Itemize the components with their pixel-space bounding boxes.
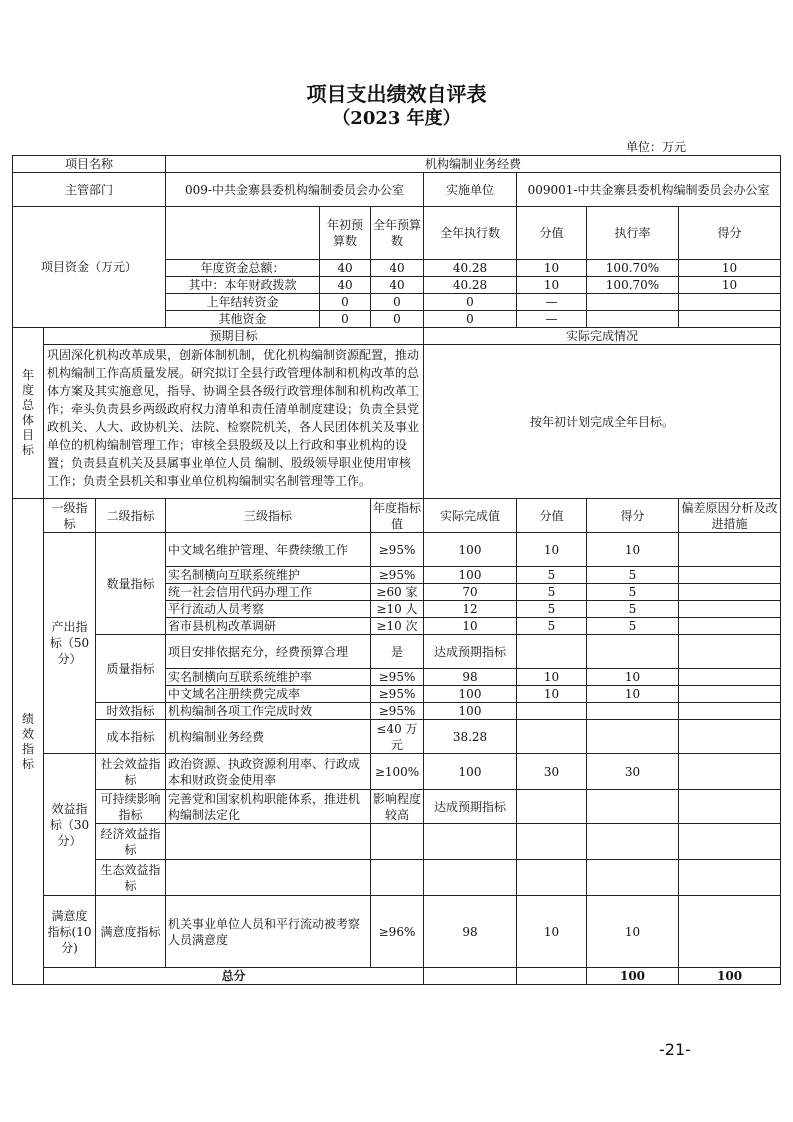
funds-cell: 0 <box>424 294 517 311</box>
total-blank <box>517 968 587 985</box>
funds-cell: 40.28 <box>424 260 517 277</box>
score-value: 5 <box>517 584 587 601</box>
funds-header: 执行率 <box>587 207 679 260</box>
header-deviation: 偏差原因分析及改进措施 <box>679 499 781 533</box>
funds-header-blank <box>166 207 320 260</box>
score-value: 5 <box>517 618 587 635</box>
funds-cell: 40.28 <box>424 277 517 294</box>
funds-header: 分值 <box>517 207 587 260</box>
header-actual: 实际完成值 <box>424 499 517 533</box>
unit-label: 单位：万元 <box>626 140 687 154</box>
benefit-indicator-label: 效益指标（30分） <box>44 754 96 896</box>
deviation <box>679 567 781 584</box>
score: 10 <box>587 686 679 703</box>
target-value: ≥95% <box>371 567 424 584</box>
deviation <box>679 896 781 968</box>
deviation <box>679 790 781 824</box>
score <box>587 635 679 669</box>
l3-indicator: 政治资源、执政资源利用率、行政成本和财政资金使用率 <box>166 754 371 790</box>
funds-cell: 40 <box>371 260 424 277</box>
satisfaction-indicator-label: 满意度指标(10分) <box>44 896 96 968</box>
page-subtitle: （2023 年度） <box>332 108 461 129</box>
score: 5 <box>587 584 679 601</box>
self-evaluation-table <box>12 155 781 985</box>
project-name-value: 机构编制业务经费 <box>166 156 781 173</box>
quantity-indicator-label: 数量指标 <box>96 533 166 635</box>
l3-indicator: 实名制横向互联系统维护率 <box>166 669 371 686</box>
funds-header: 全年预算数 <box>371 207 424 260</box>
actual-value: 98 <box>424 669 517 686</box>
funds-cell: 10 <box>517 277 587 294</box>
total-label: 总分 <box>44 968 424 985</box>
score-value: 30 <box>517 754 587 790</box>
actual-value: 100 <box>424 567 517 584</box>
score <box>587 703 679 720</box>
deviation <box>679 686 781 703</box>
score-value: 10 <box>517 533 587 567</box>
total-score-value: 100 <box>587 968 679 985</box>
funds-cell <box>587 311 679 328</box>
target-value: ≥10 次 <box>371 618 424 635</box>
funds-cell: — <box>517 311 587 328</box>
funds-cell: 10 <box>679 260 781 277</box>
score-value: 10 <box>517 686 587 703</box>
header-score: 得分 <box>587 499 679 533</box>
funds-cell: 0 <box>424 311 517 328</box>
deviation <box>679 584 781 601</box>
actual-value: 达成预期指标 <box>424 635 517 669</box>
target-value: ≥96% <box>371 896 424 968</box>
economic-benefit-label: 经济效益指标 <box>96 824 166 860</box>
expected-goal-text: 巩固深化机构改革成果，创新体制机制，优化机构编制资源配置，推动机构编制工作高质量发展。研究拟订全县行政管理体制和机构改革的总体方案及其实施意见，指导、协调全县各级行政管理体制和机构改革工作；牵头负责县乡两级政府权力清单和责任清单制度建设；负责全县党政机关、人大、政协机关、法院、检察院机关，各人民团体机关及事业单位的机构编制管理工作；审核全县股级及以上行政和事业机构的设置；负责县直机关及县属事业单位人员 编制、股级领导职业使用审核工作；负责全县机关和事业单位机构编制实名制管理等工作。 <box>44 345 424 499</box>
l3-indicator: 中文域名维护管理、年费续缴工作 <box>166 533 371 567</box>
annual-goal-label: 年 度 总 体 目 标 <box>13 328 44 499</box>
funds-cell: 40 <box>320 260 371 277</box>
dept-value: 009-中共金寨县委机构编制委员会办公室 <box>166 173 424 207</box>
score: 10 <box>587 896 679 968</box>
l3-indicator: 完善党和国家机构职能体系，推进机构编制法定化 <box>166 790 371 824</box>
total-blank <box>424 968 517 985</box>
funds-cell: 100.70% <box>587 260 679 277</box>
actual-value: 100 <box>424 533 517 567</box>
actual-value: 10 <box>424 618 517 635</box>
target-value: ≥95% <box>371 669 424 686</box>
actual-value: 100 <box>424 754 517 790</box>
target-value: ≥100% <box>371 754 424 790</box>
deviation <box>679 720 781 754</box>
score-value <box>517 635 587 669</box>
score-value: 5 <box>517 601 587 618</box>
target-value: ≥60 家 <box>371 584 424 601</box>
actual-value <box>424 824 517 860</box>
dept-label: 主管部门 <box>13 173 166 207</box>
score: 5 <box>587 601 679 618</box>
score-value: 5 <box>517 567 587 584</box>
actual-value: 70 <box>424 584 517 601</box>
target-value: 是 <box>371 635 424 669</box>
score <box>587 720 679 754</box>
score-value <box>517 860 587 896</box>
actual-value: 38.28 <box>424 720 517 754</box>
funds-row-name: 上年结转资金 <box>166 294 320 311</box>
l3-indicator: 机关事业单位人员和平行流动被考察人员满意度 <box>166 896 371 968</box>
funds-cell <box>587 294 679 311</box>
score-value <box>517 720 587 754</box>
score <box>587 860 679 896</box>
total-score: 100 <box>679 968 781 985</box>
target-value <box>371 860 424 896</box>
page-number: -21- <box>659 1040 691 1059</box>
score <box>587 790 679 824</box>
impl-label: 实施单位 <box>424 173 517 207</box>
funds-cell: 0 <box>371 311 424 328</box>
funds-header: 年初预算数 <box>320 207 371 260</box>
deviation <box>679 860 781 896</box>
deviation <box>679 533 781 567</box>
actual-value: 达成预期指标 <box>424 790 517 824</box>
l3-indicator: 机构编制业务经费 <box>166 720 371 754</box>
actual-completion-header: 实际完成情况 <box>424 328 781 345</box>
target-value: 影响程度较高 <box>371 790 424 824</box>
funds-header: 全年执行数 <box>424 207 517 260</box>
l3-indicator: 项目安排依据充分，经费预算合理 <box>166 635 371 669</box>
score-value: 10 <box>517 896 587 968</box>
funds-cell: 10 <box>679 277 781 294</box>
actual-value: 12 <box>424 601 517 618</box>
l3-indicator <box>166 824 371 860</box>
funds-label: 项目资金（万元） <box>13 207 166 328</box>
target-value: ≥10 人 <box>371 601 424 618</box>
funds-row-name: 其他资金 <box>166 311 320 328</box>
deviation <box>679 635 781 669</box>
header-l1: 一级指标 <box>44 499 96 533</box>
header-l3: 三级指标 <box>166 499 371 533</box>
deviation <box>679 754 781 790</box>
header-target: 年度指标值 <box>371 499 424 533</box>
score-value: 10 <box>517 669 587 686</box>
deviation <box>679 669 781 686</box>
l3-indicator: 统一社会信用代码办理工作 <box>166 584 371 601</box>
l3-indicator: 省市县机构改革调研 <box>166 618 371 635</box>
header-l2: 二级指标 <box>96 499 166 533</box>
funds-row-name: 其中：本年财政拨款 <box>166 277 320 294</box>
score-value <box>517 703 587 720</box>
deviation <box>679 703 781 720</box>
ecological-benefit-label: 生态效益指标 <box>96 860 166 896</box>
output-indicator-label: 产出指标（50分） <box>44 533 96 754</box>
target-value: ≥95% <box>371 533 424 567</box>
l3-indicator: 实名制横向互联系统维护 <box>166 567 371 584</box>
l3-indicator: 平行流动人员考察 <box>166 601 371 618</box>
expected-goal-header: 预期目标 <box>44 328 424 345</box>
quality-indicator-label: 质量指标 <box>96 635 166 703</box>
l3-indicator: 中文域名注册续费完成率 <box>166 686 371 703</box>
funds-cell: 0 <box>371 294 424 311</box>
actual-value: 98 <box>424 896 517 968</box>
impl-value: 009001-中共金寨县委机构编制委员会办公室 <box>517 173 781 207</box>
score <box>587 824 679 860</box>
funds-cell <box>679 294 781 311</box>
deviation <box>679 601 781 618</box>
target-value: ≥95% <box>371 686 424 703</box>
funds-cell: — <box>517 294 587 311</box>
target-value: ≥95% <box>371 703 424 720</box>
header-score-value: 分值 <box>517 499 587 533</box>
score-value <box>517 790 587 824</box>
sustainable-impact-label: 可持续影响指标 <box>96 790 166 824</box>
funds-row-name: 年度资金总额： <box>166 260 320 277</box>
deviation <box>679 824 781 860</box>
l3-indicator <box>166 860 371 896</box>
actual-value <box>424 860 517 896</box>
actual-value: 100 <box>424 703 517 720</box>
perf-label: 绩 效 指 标 <box>13 499 44 985</box>
social-benefit-label: 社会效益指标 <box>96 754 166 790</box>
funds-cell: 40 <box>320 277 371 294</box>
score: 5 <box>587 618 679 635</box>
score: 30 <box>587 754 679 790</box>
funds-cell <box>679 311 781 328</box>
funds-cell: 40 <box>371 277 424 294</box>
score: 5 <box>587 567 679 584</box>
actual-completion-text: 按年初计划完成全年目标。 <box>424 345 781 499</box>
funds-header: 得分 <box>679 207 781 260</box>
score: 10 <box>587 533 679 567</box>
satisfaction-sub-label: 满意度指标 <box>96 896 166 968</box>
funds-cell: 10 <box>517 260 587 277</box>
target-value: ≤40 万元 <box>371 720 424 754</box>
funds-cell: 100.70% <box>587 277 679 294</box>
l3-indicator: 机构编制各项工作完成时效 <box>166 703 371 720</box>
score-value <box>517 824 587 860</box>
score: 10 <box>587 669 679 686</box>
funds-cell: 0 <box>320 311 371 328</box>
page-title: 项目支出绩效自评表 <box>306 82 487 106</box>
funds-cell: 0 <box>320 294 371 311</box>
target-value <box>371 824 424 860</box>
project-name-label: 项目名称 <box>13 156 166 173</box>
deviation <box>679 618 781 635</box>
timeliness-indicator-label: 时效指标 <box>96 703 166 720</box>
cost-indicator-label: 成本指标 <box>96 720 166 754</box>
actual-value: 100 <box>424 686 517 703</box>
